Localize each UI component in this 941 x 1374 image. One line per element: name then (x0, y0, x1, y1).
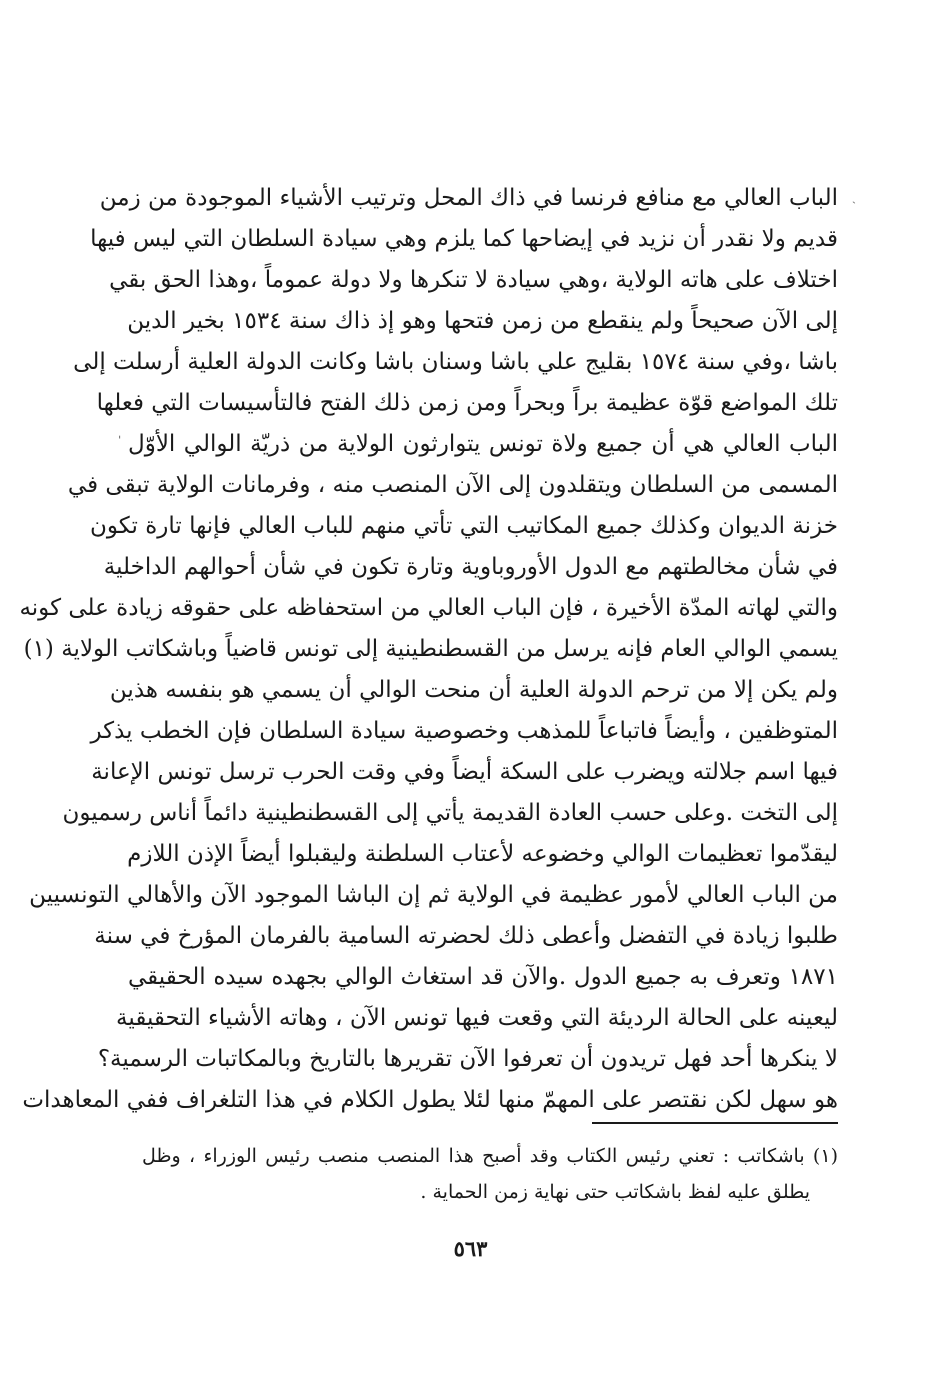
text-line: إلى التخت .وعلى حسب العادة القديمة يأتي إلى القسطنطينية دائماً أناس رسميون (62, 800, 838, 826)
text-line: هو سهل لكن نقتصر على المهمّ منها لئلا يطول الكلام في هذا التلغراف ففي المعاهدات (22, 1087, 838, 1113)
text-line: إلى الآن صحيحاً ولم ينقطع من زمن فتحها وهو إذ ذاك سنة ١٥٣٤ بخير الدين (127, 308, 838, 334)
text-line: لا ينكرها أحد فهل تريدون أن تعرفوا الآن تقريرها بالتاريخ وبالمكاتبات الرسمية؟ (97, 1046, 838, 1072)
text-line: ولم يكن إلا من ترحم الدولة العلية أن منحت الوالي أن يسمي هو بنفسه هذين (109, 677, 838, 703)
text-line: ليقدّموا تعظيمات الوالي وخضوعه لأعتاب السلطنة وليقبلوا أيضاً الإذن اللازم (127, 841, 838, 867)
margin-mark: ˌ (118, 426, 122, 440)
footnote-line: (١) باشكاتب : تعني رئيس الكتاب وقد أصبح هذا المنصب منصب رئيس الوزراء ، وظل (142, 1145, 838, 1167)
text-line: تلك المواضع قوّة عظيمة براً وبحراً ومن زمن ذلك الفتح فالتأسيسات التي فعلها (96, 390, 838, 416)
text-line: الباب العالي هي أن جميع ولاة تونس يتوارثون الولاية من ذريّة الوالي الأوّل (128, 431, 838, 457)
text-line: الباب العالي مع منافع فرنسا في ذاك المحل وترتيب الأشياء الموجودة من زمن (99, 185, 838, 211)
text-line: خزنة الديوان وكذلك جميع المكاتيب التي تأتي منهم للباب العالي فإنها تارة تكون (90, 513, 838, 539)
text-line: والتي لهاته المدّة الأخيرة ، فإن الباب العالي من استحفاظه على حقوقه زيادة على كونه (19, 595, 838, 621)
text-line: في شأن مخالطتهم مع الدول الأوروباوية وتارة تكون في شأن أحوالهم الداخلية (103, 554, 838, 580)
text-line: ليعينه على الحالة الرديئة التي وقعت فيها تونس الآن ، وهاته الأشياء التحقيقية (116, 1005, 838, 1031)
body-text (19, 178, 838, 1121)
text-line: من الباب العالي لأمور عظيمة في الولاية ثم إن الباشا الموجود الآن والأهالي التونسيين (29, 882, 838, 908)
footnote (142, 1138, 838, 1210)
text-line: المسمى من السلطان ويتقلدون إلى الآن المنصب منه ، وفرمانات الولاية تبقى في (67, 472, 838, 498)
text-line: فيها اسم جلالته ويضرب على السكة أيضاً وفي وقت الحرب ترسل تونس الإعانة (91, 759, 838, 785)
text-line: يسمي الوالي العام فإنه يرسل من القسطنطينية إلى تونس قاضياً وباشكاتب الولاية (١) (23, 636, 838, 662)
margin-mark: ˎ (852, 190, 856, 204)
text-line: طلبوا زيادة في التفضل وأعطى ذلك لحضرته السامية بالفرمان المؤرخ في سنة (94, 923, 838, 949)
text-line: باشا ،وفي سنة ١٥٧٤ بقليج علي باشا وسنان باشا وكانت الدولة العلية أرسلت إلى (73, 349, 838, 375)
page-number: ٥٦٣ (453, 1236, 488, 1261)
text-line: قديم ولا نقدر أن نزيد في إيضاحها كما يلزم وهي سيادة السلطان التي ليس فيها (90, 226, 838, 252)
text-line: اختلاف على هاته الولاية ،وهي سيادة لا تنكرها ولا دولة عموماً ،وهذا الحق بقي (109, 267, 838, 293)
footnote-line: يطلق عليه لفظ باشكاتب حتى نهاية زمن الحماية . (420, 1181, 810, 1203)
text-line: المتوظفين ، وأيضاً فاتباعاً للمذهب وخصوصية سيادة السلطان فإن الخطب يذكر (90, 718, 838, 744)
text-line: ١٨٧١ وتعرف به جميع الدول .والآن قد استغاث الوالي بجهده سيده الحقيقي (128, 964, 838, 990)
footnote-divider (592, 1122, 838, 1124)
